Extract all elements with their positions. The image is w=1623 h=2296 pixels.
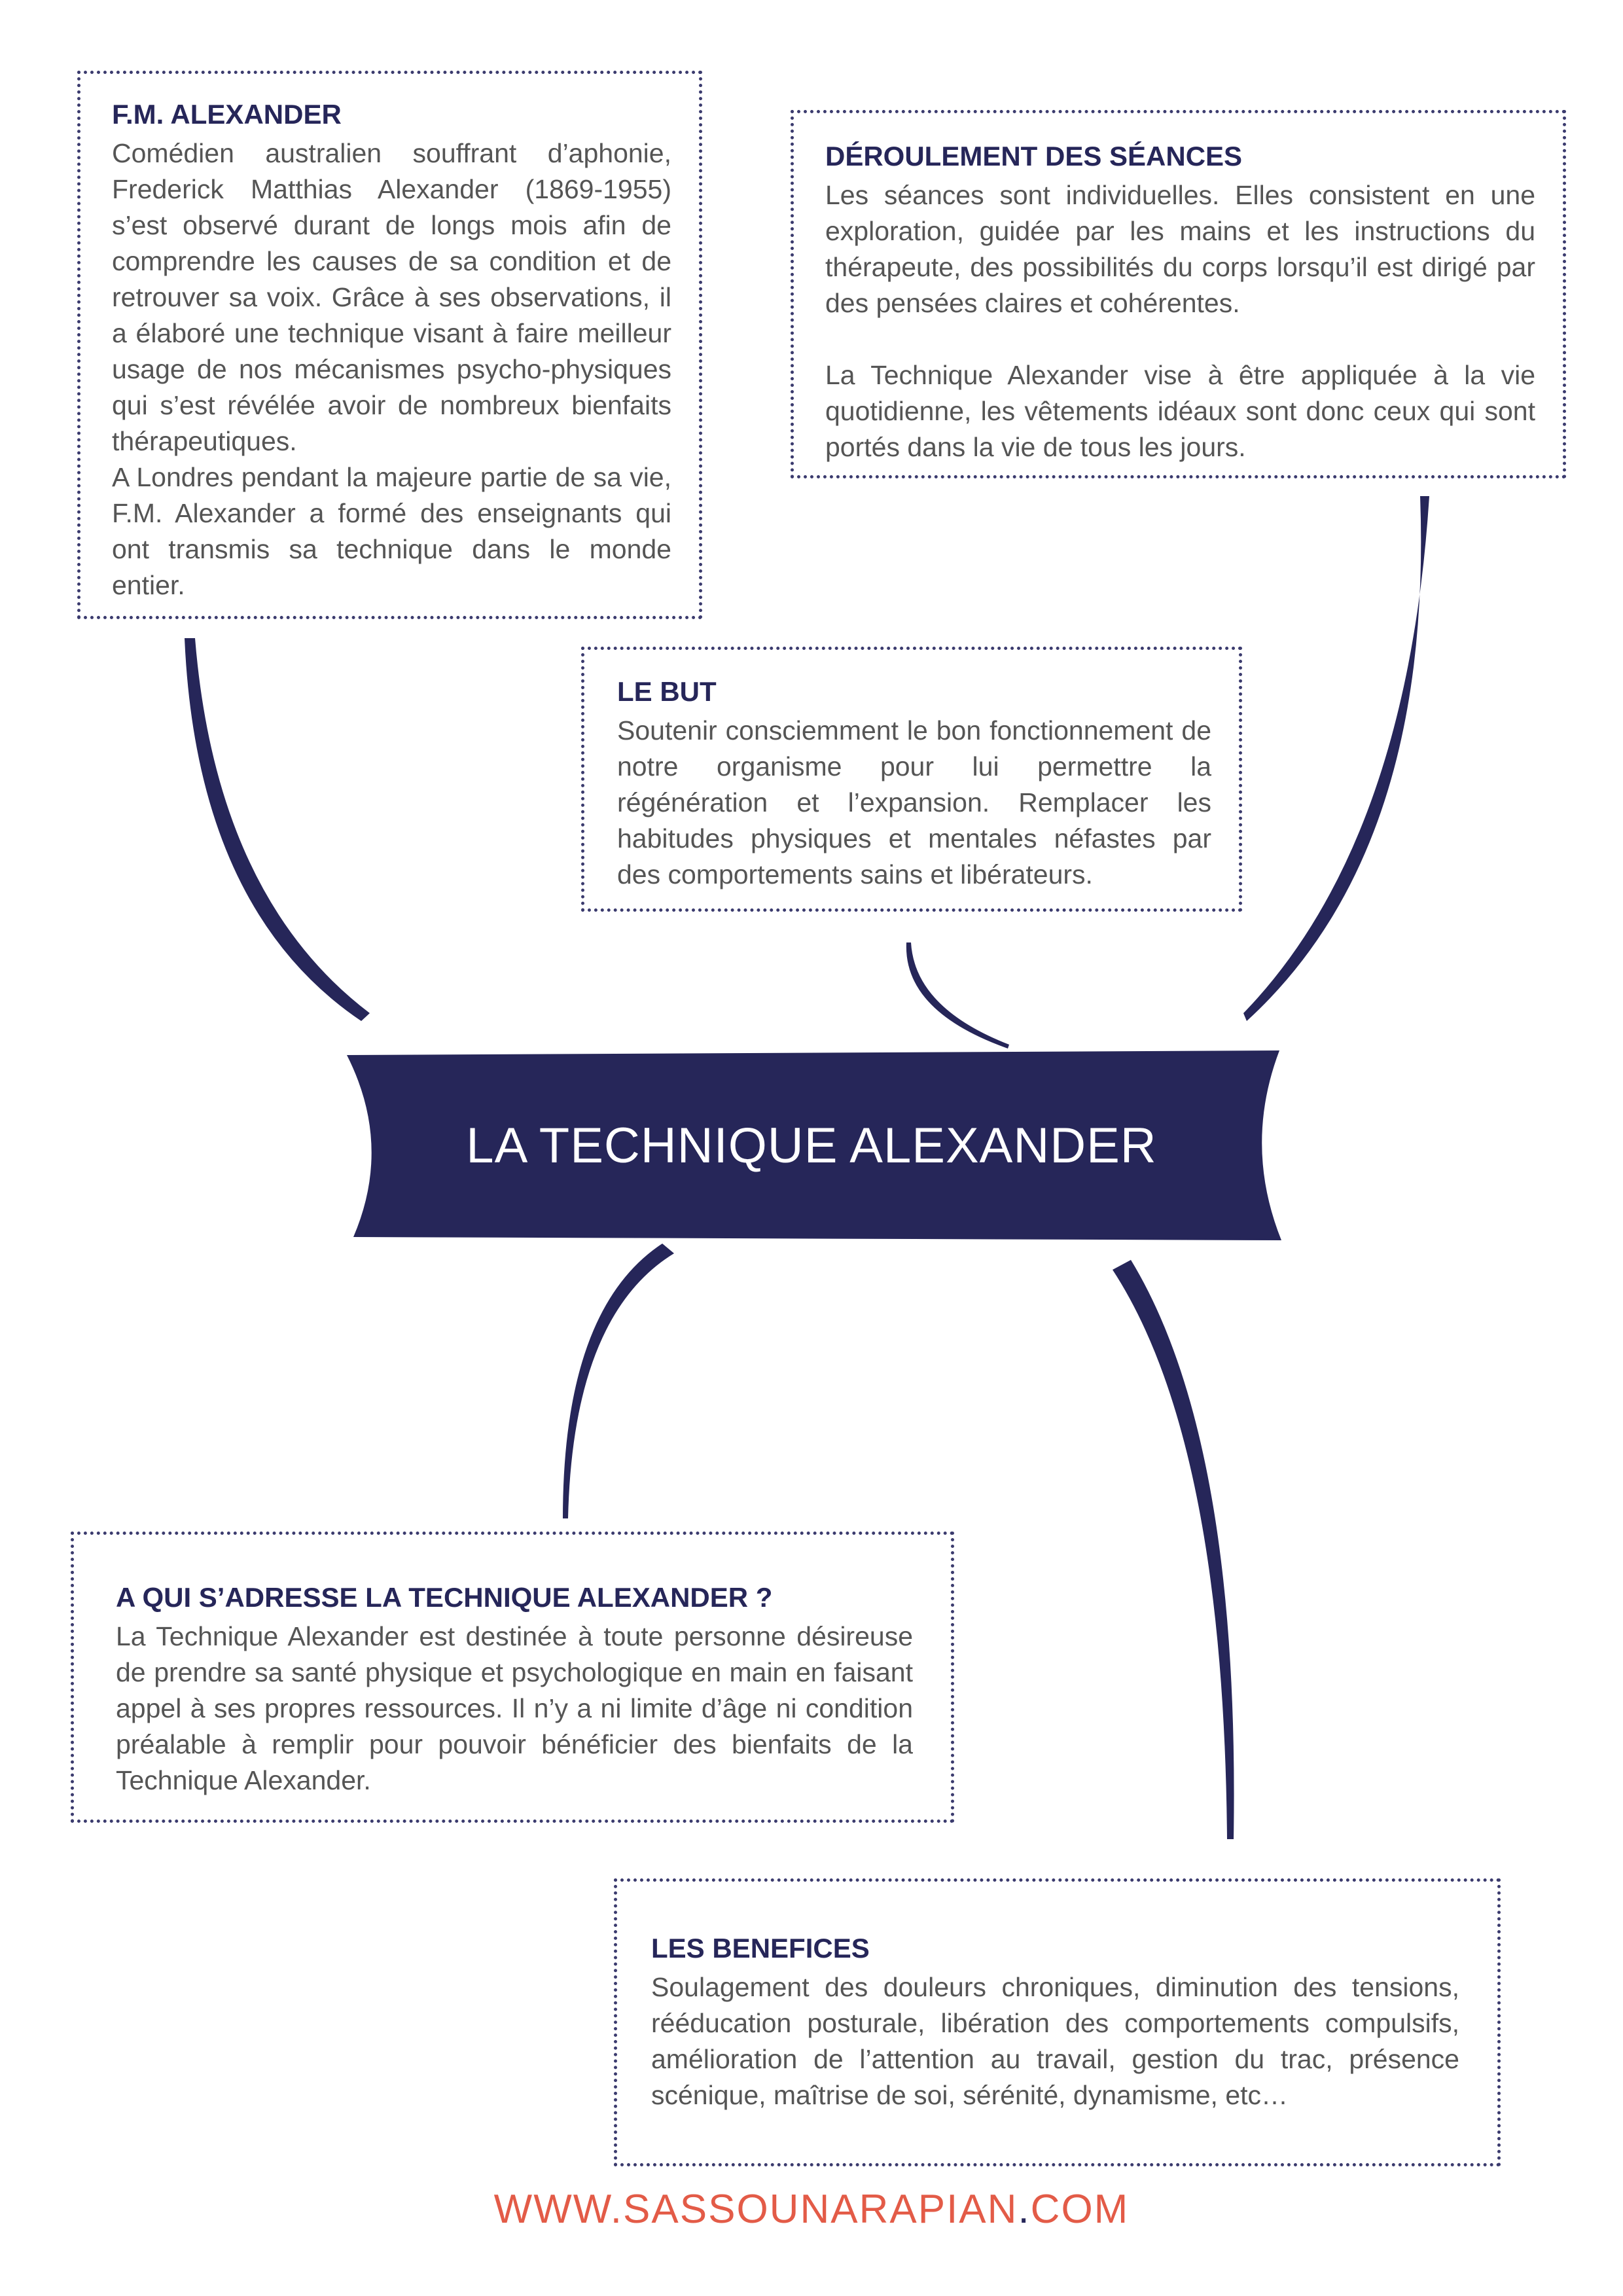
- connector-but: [906, 942, 1009, 1049]
- benefices-text: Soulagement des douleurs chroniques, diminution des tensions, rééducation posturale, libération des comportements compulsifs, amélioration de l’attention au travail, gestion du trac, présence scénique, maîtrise de soi, sérénité, dynamisme, etc…: [651, 1972, 1459, 2110]
- url-dot: .: [1018, 2187, 1031, 2232]
- benefices-box: [614, 1878, 1501, 2166]
- but-text: Soutenir consciemment le bon fonctionnement de notre organisme pour lui permettre la régénération et l’expansion. Remplacer les habitudes physiques et mentales néfastes par des comportements sains et libérateurs.: [617, 715, 1211, 889]
- adresse-heading: A QUI S’ADRESSE LA TECHNIQUE ALEXANDER ?: [116, 1582, 773, 1613]
- deroulement-box: [791, 110, 1566, 478]
- benefices-heading: LES BENEFICES: [651, 1933, 870, 1964]
- url-domain: SASSOUNARAPIAN: [623, 2187, 1018, 2232]
- fm-alexander-box: [77, 71, 702, 619]
- deroulement-heading: DÉROULEMENT DES SÉANCES: [825, 141, 1243, 171]
- deroulement-paragraph-2: La Technique Alexander vise à être appliquée à la vie quotidienne, les vêtements idéaux sont donc ceux qui sont portés dans la vie de tous les jours.: [825, 360, 1535, 462]
- url-prefix: WWW.: [493, 2187, 624, 2232]
- but-box: [581, 647, 1242, 912]
- connector-deroulement: [1243, 496, 1429, 1021]
- fm-alexander-paragraph-2: A Londres pendant la majeure partie de sa vie, F.M. Alexander a formé des enseignants qui ont transmis sa technique dans le monde entier.: [112, 462, 671, 600]
- connector-adresse: [563, 1244, 674, 1518]
- website-link[interactable]: [0, 2186, 1623, 2233]
- connector-fm-alexander: [185, 638, 370, 1021]
- connector-benefices: [1113, 1260, 1234, 1839]
- fm-alexander-paragraph-1: Comédien australien souffrant d’aphonie, Frederick Matthias Alexander (1869-1955) s’est observé durant de longs mois afin de comprendre les causes de sa condition et de retrouver sa voix. Grâce à ses observations, il a élaboré une technique visant à faire meilleur usage de nos mécanismes psycho-physiques qui s’est révélée avoir de nombreux bienfaits thérapeutiques.: [112, 138, 671, 456]
- adresse-text: La Technique Alexander est destinée à toute personne désireuse de prendre sa santé physique et psychologique en main en faisant appel à ses propres ressources. Il n’y a ni limite d’âge ni condition préalable à remplir pour pouvoir bénéficier des bienfaits de la Technique Alexander.: [116, 1621, 913, 1795]
- fm-alexander-heading: F.M. ALEXANDER: [112, 99, 342, 130]
- banner-title: LA TECHNIQUE ALEXANDER: [466, 1117, 1157, 1174]
- but-heading: LE BUT: [617, 676, 717, 707]
- deroulement-paragraph-1: Les séances sont individuelles. Elles consistent en une exploration, guidée par les mains et les instructions du thérapeute, des possibilités du corps lorsqu’il est dirigé par des pensées claires et cohérentes.: [825, 180, 1535, 318]
- adresse-box: [71, 1532, 954, 1823]
- url-suffix: COM: [1030, 2187, 1130, 2232]
